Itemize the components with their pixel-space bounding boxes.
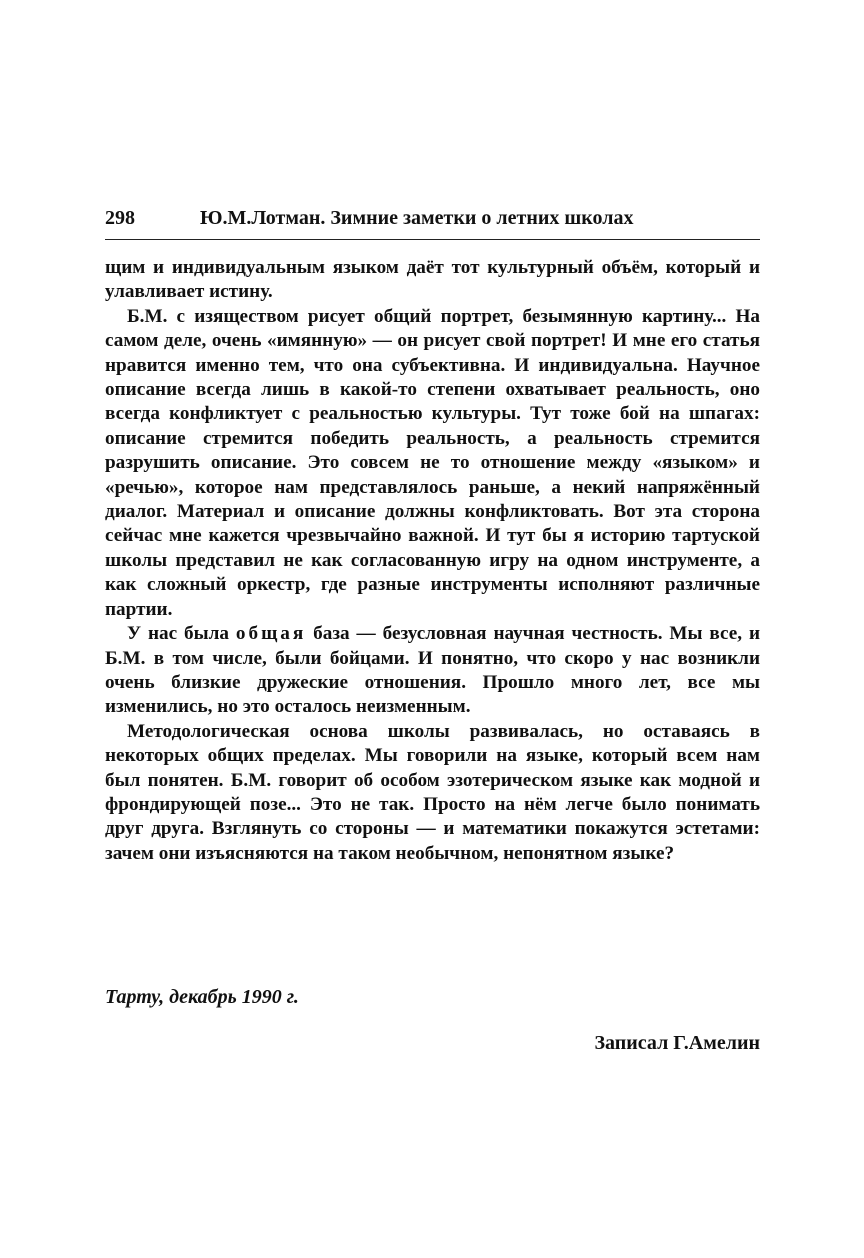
paragraph [105, 622, 760, 720]
paragraph: Методологическая основа школы развивалась, но оставаясь в некоторых общих пределах. Мы говорили на языке, который всем нам был понятен. Б.М. говорит об особом эзотерическом языке как модной и фрондирующей позе... Это не так. Просто на нём легче было понимать друг друга. Взглянуть со стороны — и математики покажутся эстетами: зачем они изъясняются на таком необычном, непонятном языке? [105, 720, 760, 864]
emphasized-word: общая [235, 623, 307, 645]
paragraph-continuation: щим и индивидуальным языком даёт тот культурный объём, который и улавливает истину. [105, 257, 760, 303]
body-text [105, 256, 760, 866]
paragraph-text: база — безусловная научная честность. Мы все, и Б.М. в том числе, были бойцами. И понятно, что скоро у нас возникли очень близкие дружеские отношения. Прошло много лет, все мы изменились, но это осталось неизменным. [105, 623, 761, 718]
signature: Записал Г.Амелин [594, 1032, 760, 1054]
header-rule [105, 239, 760, 240]
running-head-title: Ю.М.Лотман. Зимние заметки о летних школах [200, 207, 634, 229]
running-head [105, 204, 760, 234]
page-number: 298 [105, 207, 135, 229]
paragraph-text: У нас была [127, 623, 236, 645]
paragraph: Б.М. с изяществом рисует общий портрет, безымянную картину... На самом деле, очень «имянную» — он рисует свой портрет! И мне его статья нравится именно тем, что она субъективна. И индивидуальна. Научное описание всегда лишь в какой-то степени охватывает реальность, оно всегда конфликтует с реальностью культуры. Тут тоже бой на шпагах: описание стремится победить реальность, а реальность стремится разрушить описание. Это совсем не то отношение между «языком» и «речью», которое нам представлялось раньше, а некий напряжённый диалог. Материал и описание должны конфликтовать. Вот эта сторона сейчас мне кажется чрезвычайно важной. И тут бы я историю тартуской школы представил не как согласованную игру на одном инструменте, а как сложный оркестр, где разные инструменты исполняют различные партии. [105, 305, 760, 620]
dateline: Тарту, декабрь 1990 г. [105, 986, 299, 1008]
